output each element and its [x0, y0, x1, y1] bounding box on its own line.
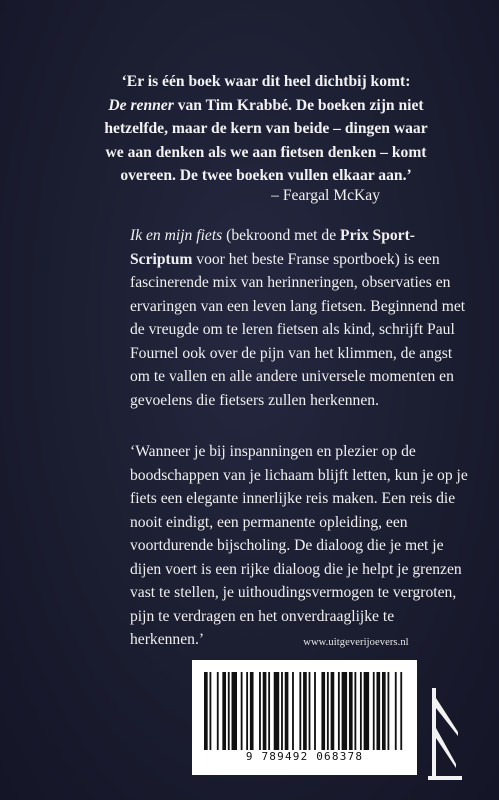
book-description: [130, 224, 470, 412]
barcode-bar: [309, 672, 311, 750]
quote-line: ‘Er is één boek waar dit heel dichtbij komt:: [121, 73, 411, 90]
barcode-bar: [373, 672, 375, 750]
barcode-bar: [400, 672, 402, 750]
barcode-bar: [376, 672, 380, 750]
publisher-website[interactable]: www.uitgeverijoevers.nl: [303, 637, 409, 648]
barcode-bar: [364, 672, 370, 750]
book-title-de-renner: De renner: [108, 96, 174, 114]
prize-name: Prix Sport-Scriptum: [130, 227, 415, 268]
barcode-bar: [387, 672, 389, 750]
barcode-bar: [292, 672, 294, 750]
blurb-quote: [70, 70, 462, 188]
barcode-bar: [395, 672, 397, 750]
barcode-bar: [360, 672, 362, 750]
barcode-bar: [342, 672, 348, 750]
barcode-bar: [285, 672, 289, 750]
barcode-bar: [382, 672, 386, 750]
barcode-bar: [321, 672, 325, 750]
barcode-bar: [349, 672, 353, 750]
description-text: (bekroond met de: [222, 227, 341, 244]
barcode-bar: [268, 672, 270, 750]
barcode-bar: [204, 672, 208, 750]
quote-line: we aan denken als we aan fietsen denken – komt: [105, 143, 427, 161]
barcode-bar: [281, 672, 283, 750]
barcode-bar: [228, 672, 230, 750]
barcode-bar: [299, 672, 301, 750]
quote-line: [70, 94, 462, 118]
barcode-bar: [259, 672, 261, 750]
barcode-bar: [232, 672, 238, 750]
barcode-bar: [210, 672, 212, 750]
barcode-bar: [246, 672, 248, 750]
barcode-bar: [250, 672, 254, 750]
quote-line: hetzelfde, maar de kern van beide – dingen waar: [104, 120, 428, 137]
barcode-bar: [314, 672, 316, 750]
barcode-bar: [303, 672, 307, 750]
quote-line-rest: van Tim Krabbé. De boeken zijn niet: [173, 96, 424, 114]
excerpt-quote: ‘Wanneer je bij inspanningen en plezier op de boodschappen van je lichaam blijft letten, kun je op je fiets een elegante innerlijke reis maken. Een reis die nooit eindigt, een permanente opleiding, een voortdurende bijscholing. De dialoog die je met je dijen voert is een rijke dialoog die je helpt je grenzen vast te stellen, je uithoudingsvermogen te vergroten, pijn te verdragen en het onverdraaglijke te herkennen.’: [130, 443, 468, 648]
barcode-bar: [338, 672, 340, 750]
quote-author: – Feargal McKay: [271, 187, 380, 204]
barcode-bar: [263, 672, 267, 750]
barcode-bar: [327, 672, 329, 750]
barcode-bar: [217, 672, 219, 750]
isbn-barcode: [192, 660, 417, 775]
description-text: voor het beste Franse sportboek) is een fascinerende mix van herinneringen, observaties en ervaringen van een leven lang fietsen. Beginnend met de vreugde om te leren fietsen als kind, schrijft Paul Fournel ook over de pijn van het klimmen, de angst om te vallen en alle andere universele momenten en gevoelens die fietsers zullen herkennen.: [130, 250, 466, 409]
barcode-bar: [274, 672, 280, 750]
barcode-bar: [331, 672, 335, 750]
quote-line: overeen. De twee boeken vullen elkaar aan.’: [120, 167, 412, 184]
publisher-logo: [428, 688, 462, 786]
barcode-bar: [222, 672, 226, 750]
book-title: Ik en mijn fiets: [130, 227, 223, 244]
barcode-bar: [354, 672, 356, 750]
barcode-bars: [204, 672, 404, 750]
isbn-digits: 9 789492 068378: [245, 750, 364, 763]
barcode-bar: [241, 672, 243, 750]
